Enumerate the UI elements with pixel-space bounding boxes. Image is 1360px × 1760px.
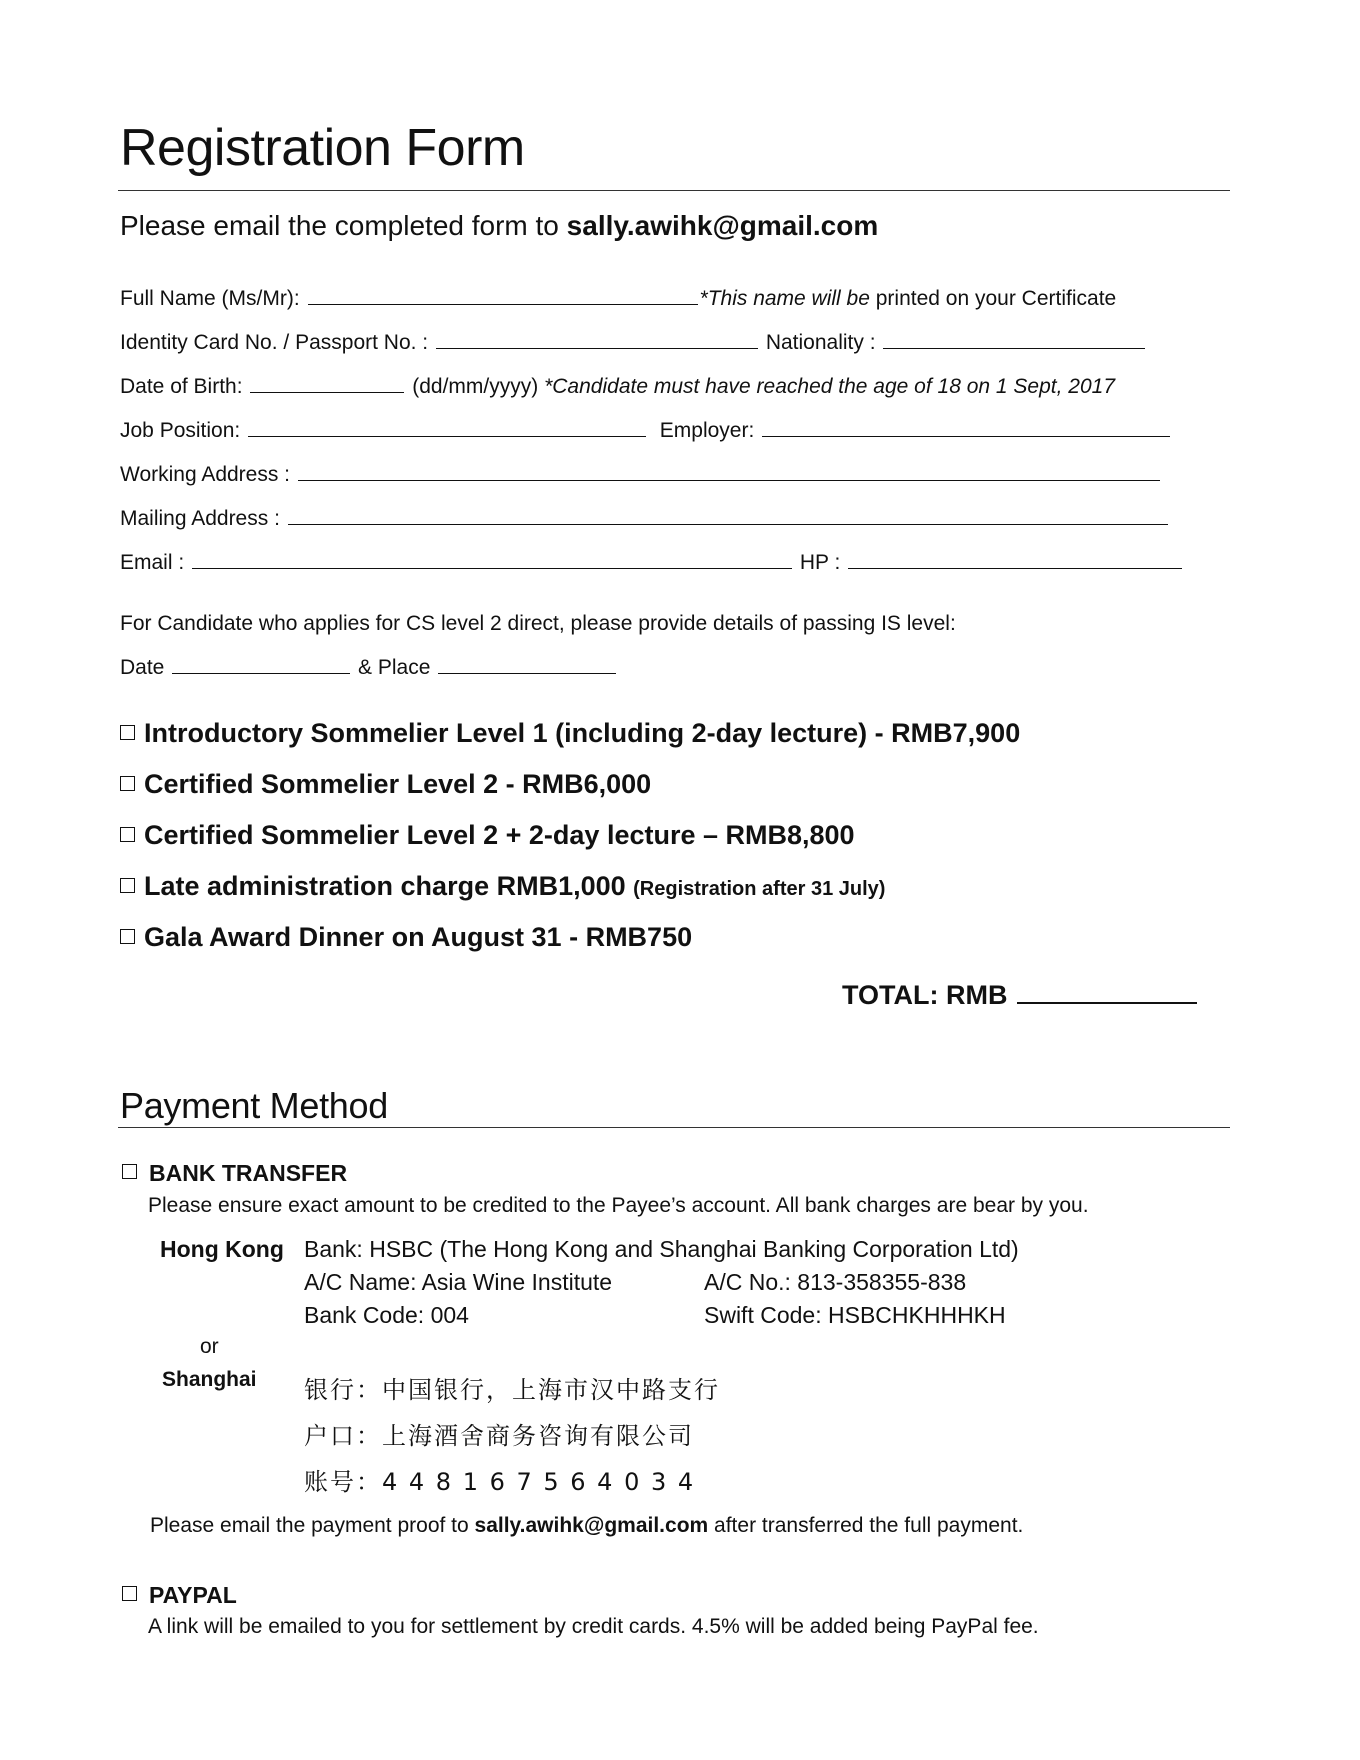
employer-input-line[interactable] bbox=[762, 418, 1170, 437]
total-row bbox=[842, 980, 1199, 1011]
dob-label: Date of Birth: bbox=[120, 375, 243, 398]
option-level2[interactable] bbox=[120, 769, 651, 800]
option-label: Certified Sommelier Level 2 + 2-day lecture – RMB8,800 bbox=[144, 820, 855, 850]
hk-ac-name: A/C Name: Asia Wine Institute bbox=[304, 1269, 613, 1295]
email-input-line[interactable] bbox=[192, 550, 792, 569]
option-gala-dinner[interactable] bbox=[120, 922, 692, 953]
intro-text: Please email the completed form to bbox=[120, 210, 567, 241]
mailing-address-input-line[interactable] bbox=[288, 506, 1168, 525]
id-input-line[interactable] bbox=[436, 330, 758, 349]
job-label: Job Position: bbox=[120, 419, 241, 442]
job-row bbox=[120, 418, 1172, 443]
option-note: (Registration after 31 July) bbox=[633, 878, 886, 900]
working-address-input-line[interactable] bbox=[298, 462, 1160, 481]
hk-bank-code: Bank Code: 004 bbox=[304, 1302, 469, 1328]
mailing-address-row bbox=[120, 506, 1170, 531]
option-level2-lecture[interactable] bbox=[120, 820, 855, 851]
full-name-input-line[interactable] bbox=[308, 286, 698, 305]
intro-email[interactable]: sally.awihk@gmail.com bbox=[566, 210, 879, 241]
checkbox-icon[interactable] bbox=[122, 1164, 137, 1179]
payment-heading: Payment Method bbox=[120, 1085, 388, 1126]
cs-place-input-line[interactable] bbox=[438, 655, 616, 674]
proof-text: Please email the payment proof to bbox=[150, 1514, 475, 1537]
bank-transfer-note: Please ensure exact amount to be credited to the Payee’s account. All bank charges are bear by you. bbox=[148, 1194, 1089, 1217]
hk-label: Hong Kong bbox=[160, 1236, 284, 1262]
sh-label: Shanghai bbox=[162, 1368, 257, 1391]
sh-account-name: 户口：上海酒舍商务咨询有限公司 bbox=[304, 1422, 694, 1450]
dob-format: (dd/mm/yyyy) bbox=[412, 375, 545, 398]
sh-bank: 银行：中国银行，上海市汉中路支行 bbox=[304, 1376, 720, 1404]
hk-swift: Swift Code: HSBCHKHHHKH bbox=[704, 1302, 1006, 1328]
hp-label: HP : bbox=[799, 551, 841, 574]
proof-email[interactable]: sally.awihk@gmail.com bbox=[474, 1514, 709, 1537]
full-name-row bbox=[120, 286, 1116, 311]
working-address-label: Working Address : bbox=[120, 463, 291, 486]
nationality-input-line[interactable] bbox=[883, 330, 1145, 349]
checkbox-icon[interactable] bbox=[120, 929, 135, 944]
mailing-address-label: Mailing Address : bbox=[120, 507, 280, 530]
option-label: Late administration charge RMB1,000 bbox=[144, 871, 634, 901]
hk-ac-no: A/C No.: 813-358355-838 bbox=[704, 1269, 967, 1295]
hk-bank: Bank: HSBC (The Hong Kong and Shanghai Banking Corporation Ltd) bbox=[304, 1236, 1019, 1262]
option-label: Certified Sommelier Level 2 - RMB6,000 bbox=[144, 769, 652, 799]
bank-transfer-option[interactable] bbox=[122, 1160, 347, 1187]
proof-tail: after transferred the full payment. bbox=[708, 1514, 1024, 1537]
id-row bbox=[120, 330, 1147, 355]
dob-row bbox=[120, 374, 1115, 399]
checkbox-icon[interactable] bbox=[120, 827, 135, 842]
full-name-note-italic: *This name will be bbox=[699, 287, 870, 310]
option-label: Gala Award Dinner on August 31 - RMB750 bbox=[144, 922, 693, 952]
option-late-charge[interactable] bbox=[120, 871, 885, 902]
checkbox-icon[interactable] bbox=[122, 1586, 137, 1601]
option-level1[interactable] bbox=[120, 718, 1020, 749]
cs-date-input-line[interactable] bbox=[172, 655, 350, 674]
employer-label: Employer: bbox=[659, 419, 755, 442]
full-name-note: printed on your Certificate bbox=[869, 287, 1117, 310]
paypal-label: PAYPAL bbox=[149, 1582, 237, 1608]
cs-date-label: Date bbox=[120, 656, 165, 679]
dob-input-line[interactable] bbox=[250, 374, 404, 393]
sh-account-no: 账号：4 4 8 1 6 7 5 6 4 0 3 4 bbox=[304, 1468, 696, 1496]
cs-direct-row bbox=[120, 655, 618, 680]
email-label: Email : bbox=[120, 551, 185, 574]
bank-transfer-label: BANK TRANSFER bbox=[149, 1160, 348, 1186]
dob-note: *Candidate must have reached the age of 18 on 1 Sept, 2017 bbox=[544, 375, 1116, 398]
intro-line bbox=[120, 210, 878, 242]
total-label: TOTAL: RMB bbox=[842, 980, 1008, 1010]
id-label: Identity Card No. / Passport No. : bbox=[120, 331, 429, 354]
hp-input-line[interactable] bbox=[848, 550, 1182, 569]
nationality-label: Nationality : bbox=[765, 331, 876, 354]
payment-proof-line bbox=[150, 1514, 1023, 1538]
email-row bbox=[120, 550, 1184, 575]
total-input-line[interactable] bbox=[1017, 980, 1197, 1004]
checkbox-icon[interactable] bbox=[120, 725, 135, 740]
option-label: Introductory Sommelier Level 1 (including 2-day lecture) - RMB7,900 bbox=[144, 718, 1021, 748]
checkbox-icon[interactable] bbox=[120, 878, 135, 893]
cs-place-label: & Place bbox=[358, 656, 431, 679]
payment-divider bbox=[118, 1127, 1230, 1128]
checkbox-icon[interactable] bbox=[120, 776, 135, 791]
or-text: or bbox=[200, 1335, 219, 1358]
full-name-label: Full Name (Ms/Mr): bbox=[120, 287, 300, 310]
paypal-note: A link will be emailed to you for settlement by credit cards. 4.5% will be added being PayPal fee. bbox=[148, 1615, 1039, 1638]
title-divider bbox=[118, 190, 1230, 191]
working-address-row bbox=[120, 462, 1162, 487]
cs-direct-text: For Candidate who applies for CS level 2 direct, please provide details of passing IS level: bbox=[120, 612, 956, 635]
job-input-line[interactable] bbox=[248, 418, 646, 437]
page-title: Registration Form bbox=[120, 119, 525, 177]
paypal-option[interactable] bbox=[122, 1582, 237, 1609]
